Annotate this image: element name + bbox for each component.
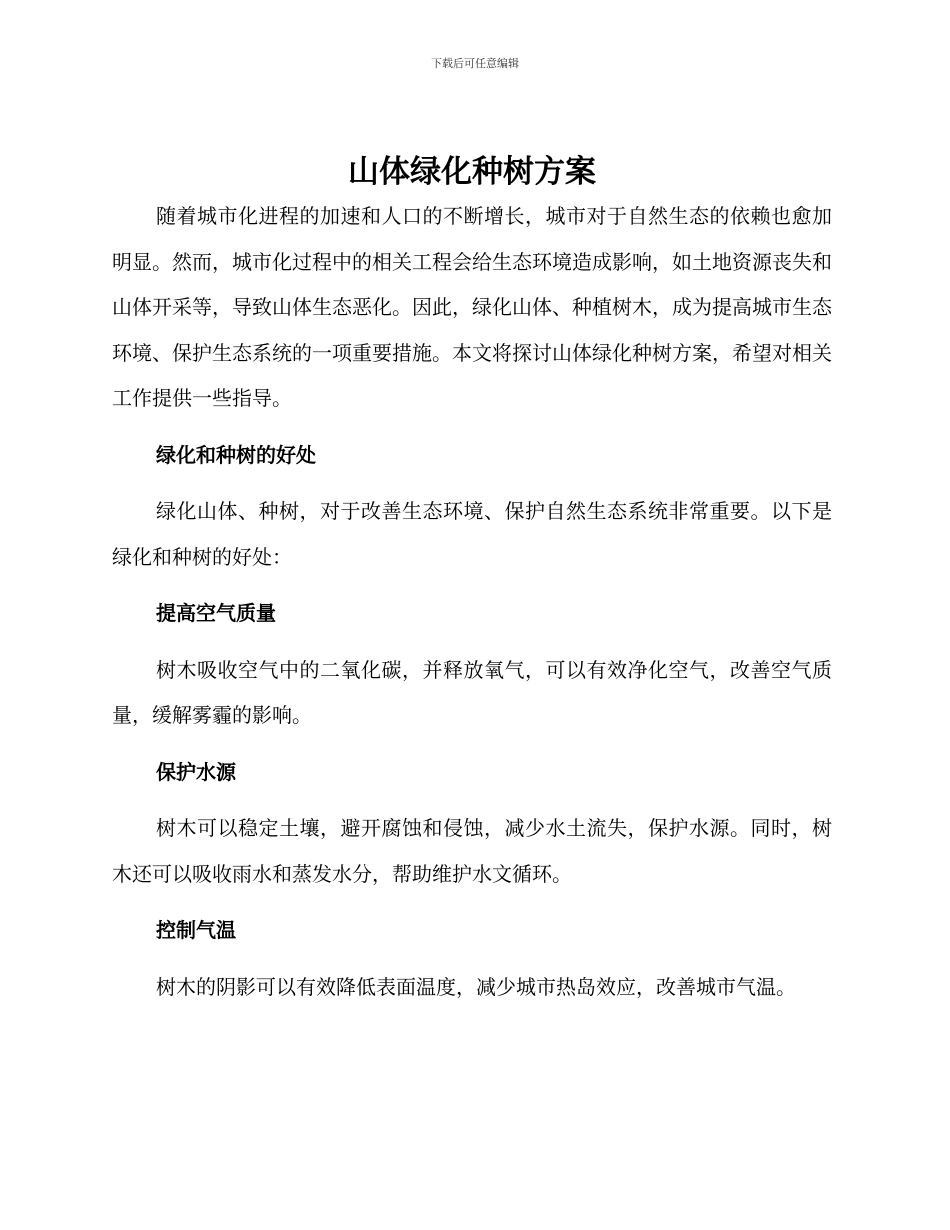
temperature-paragraph: 树木的阴影可以有效降低表面温度，减少城市热岛效应，改善城市气温。 xyxy=(156,974,796,999)
air-quality-paragraph: 树木吸收空气中的二氧化碳，并释放氧气，可以有效净化空气，改善空气质量，缓解雾霾的影响。 xyxy=(112,657,832,727)
subheading-air-quality: 提高空气质量 xyxy=(156,601,276,625)
document-body xyxy=(112,150,832,1010)
section-heading-benefits: 绿化和种树的好处 xyxy=(156,442,316,467)
subheading-water-source: 保护水源 xyxy=(156,759,236,784)
benefits-paragraph: 绿化山体、种树，对于改善生态环境、保护自然生态系统非常重要。以下是绿化和种树的好处： xyxy=(112,499,832,569)
document-title: 山体绿化种树方案 xyxy=(348,154,596,190)
water-source-paragraph: 树木可以稳定土壤，避开腐蚀和侵蚀，减少水土流失，保护水源。同时，树木还可以吸收雨水和蒸发水分，帮助维护水文循环。 xyxy=(112,816,832,886)
header-note: 下载后可任意编辑 xyxy=(431,57,519,70)
intro-paragraph: 随着城市化进程的加速和人口的不断增长，城市对于自然生态的依赖也愈加明显。然而，城市化过程中的相关工程会给生态环境造成影响，如土地资源丧失和山体开采等，导致山体生态恶化。因此，绿化山体、种植树木，成为提高城市生态环境、保护生态系统的一项重要措施。本文将探讨山体绿化种树方案，希望对相关工作提供一些指导。 xyxy=(112,204,832,410)
subheading-temperature: 控制气温 xyxy=(156,918,236,942)
